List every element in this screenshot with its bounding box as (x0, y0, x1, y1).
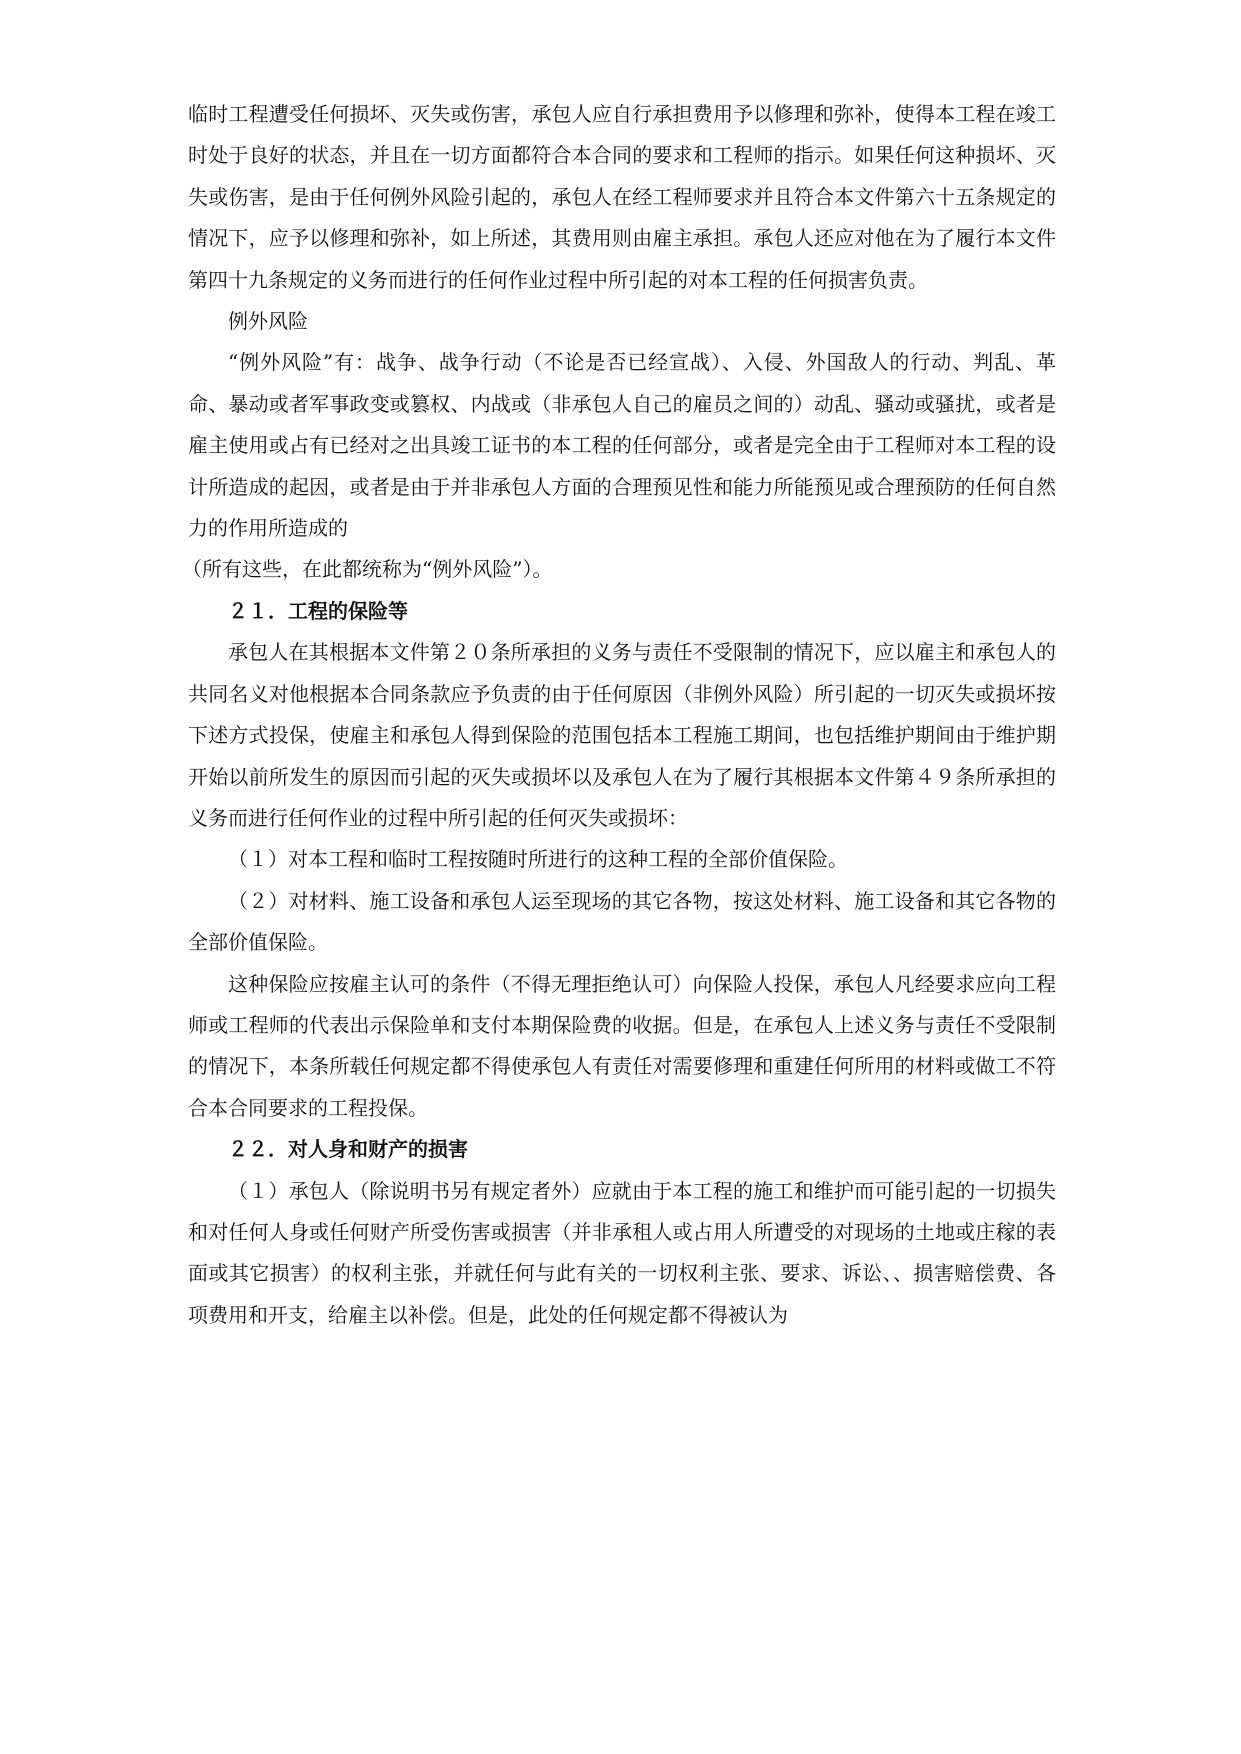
section-heading-22: ２２．对人身和财产的损害 (228, 1137, 468, 1162)
section-heading-21: ２１．工程的保险等 (228, 598, 408, 623)
paragraph-insurance-of-works: 承包人在其根据本文件第２０条所承担的义务与责任不受限制的情况下，应以雇主和承包人的共同名义对他根据本合同条款应予负责的由于任何原因（非例外风险）所引起的一切灭失或损坏按下述方式投保，使雇主和承包人得到保险的范围包括本工程施工期间，也包括维护期间由于维护期开始以前所发生的原因而引起的灭失或损坏以及承包人在为了履行其根据本文件第４９条所承担的义务而进行任何作业的过程中所引起的任何灭失或损坏： (188, 640, 1056, 830)
paragraph-excepted-risks-summary: （所有这些，在此都统称为“例外风险”）。 (182, 557, 553, 582)
list-item-insurance-1: （１）对本工程和临时工程按随时所进行的这种工程的全部价值保险。 (228, 847, 848, 872)
paragraph-excepted-risks-definition: “例外风险”有：战争、战争行动（不论是否已经宣战）、入侵、外国敌人的行动、判乱、革命、暴动或者军事政变或篡权、内战或（非承包人自己的雇员之间的）动乱、骚动或骚扰，或者是雇主使用或占有已经对之出具竣工证书的本工程的任何部分，或者是完全由于工程师对本工程的设计所造成的起因，或者是由于并非承包人方面的合理预见性和能力所能预见或合理预防的任何自然力的作用所造成的 (188, 350, 1056, 541)
paragraph-temporary-works: 临时工程遭受任何损坏、灭失或伤害，承包人应自行承担费用予以修理和弥补，使得本工程在竣工时处于良好的状态，并且在一切方面都符合本合同的要求和工程师的指示。如果任何这种损坏、灭失或伤害，是由于任何例外风险引起的，承包人在经工程师要求并且符合本文件第六十五条规定的情况下，应予以修理和弥补，如上所述，其费用则由雇主承担。承包人还应对他在为了履行本文件第四十九条规定的义务而进行的任何作业过程中所引起的对本工程的任何损害负责。 (188, 102, 1056, 292)
document-page (182, 94, 1056, 1336)
list-item-insurance-2: （２）对材料、施工设备和承包人运至现场的其它各物，按这处材料、施工设备和其它各物的全部价值保险。 (188, 888, 1056, 955)
paragraph-damage-to-persons: （１）承包人（除说明书另有规定者外）应就由于本工程的施工和维护而可能引起的一切损失和对任何人身或任何财产所受伤害或损害（并非承租人或占用人所遭受的对现场的土地或庄稼的表面或其它损害）的权利主张，并就任何与此有关的一切权利主张、要求、诉讼、、损害赔偿费、各项费用和开支，给雇主以补偿。但是，此处的任何规定都不得被认为 (188, 1178, 1056, 1327)
paragraph-insurance-terms: 这种保险应按雇主认可的条件（不得无理拒绝认可）向保险人投保，承包人凡经要求应向工程师或工程师的代表出示保险单和支付本期保险费的收据。但是，在承包人上述义务与责任不受限制的情况下，本条所载任何规定都不得使承包人有责任对需要修理和重建任何所用的材料或做工不符合本合同要求的工程投保。 (188, 971, 1056, 1120)
subheading-excepted-risks: 例外风险 (228, 309, 308, 334)
